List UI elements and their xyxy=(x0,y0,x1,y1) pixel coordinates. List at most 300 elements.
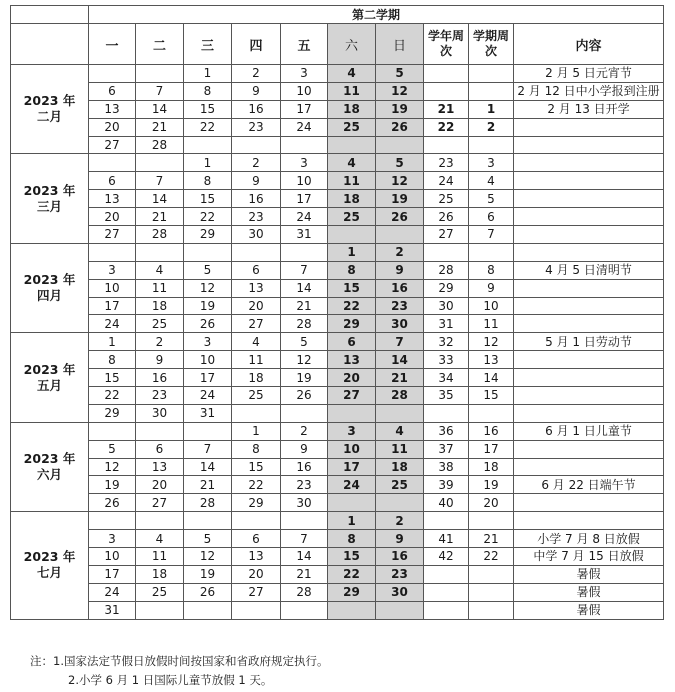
day-cell: 14 xyxy=(281,548,328,566)
day-cell: 5 xyxy=(184,530,232,548)
day-cell: 28 xyxy=(136,226,184,244)
day-cell: 15 xyxy=(89,369,136,387)
term-week-cell: 12 xyxy=(469,333,514,351)
day-cell: 9 xyxy=(232,172,281,190)
week-row xyxy=(11,530,664,548)
term-week-cell: 19 xyxy=(469,476,514,494)
year-week-cell: 27 xyxy=(424,226,469,244)
day-cell: 6 xyxy=(136,440,184,458)
day-cell: 21 xyxy=(281,297,328,315)
day-cell xyxy=(184,512,232,530)
weekend-day-cell xyxy=(376,494,424,512)
content-note-cell: 暑假 xyxy=(514,601,664,619)
weekend-day-cell: 21 xyxy=(376,369,424,387)
day-cell: 25 xyxy=(136,315,184,333)
week-row xyxy=(11,458,664,476)
term-week-cell xyxy=(469,601,514,619)
day-cell: 18 xyxy=(232,369,281,387)
weekend-day-cell: 10 xyxy=(328,440,376,458)
year-week-cell: 39 xyxy=(424,476,469,494)
day-cell: 21 xyxy=(136,208,184,226)
content-note-cell: 小学 7 月 8 日放假 xyxy=(514,530,664,548)
day-cell: 14 xyxy=(281,279,328,297)
day-cell xyxy=(281,601,328,619)
weekend-day-cell: 2 xyxy=(376,512,424,530)
day-cell xyxy=(232,601,281,619)
week-row xyxy=(11,565,664,583)
weekend-day-cell: 25 xyxy=(328,208,376,226)
week-row xyxy=(11,82,664,100)
term-week-cell: 21 xyxy=(469,530,514,548)
calendar-container xyxy=(10,5,664,620)
day-cell: 20 xyxy=(232,565,281,583)
year-week-cell: 24 xyxy=(424,172,469,190)
day-cell xyxy=(136,65,184,83)
weekend-day-cell: 18 xyxy=(328,190,376,208)
footnote-2: 2.小学 6 月 1 日国际儿童节放假 1 天。 xyxy=(68,673,273,687)
week-row xyxy=(11,601,664,619)
week-row xyxy=(11,548,664,566)
footnote-1: 注：1.国家法定节假日放假时间按国家和省政府规定执行。 xyxy=(30,654,329,668)
year-week-cell xyxy=(424,512,469,530)
day-cell xyxy=(184,243,232,261)
day-cell: 16 xyxy=(136,369,184,387)
month-name: 三月 xyxy=(36,198,62,214)
day-cell: 3 xyxy=(184,333,232,351)
week-row xyxy=(11,583,664,601)
content-note-cell: 中学 7 月 15 日放假 xyxy=(514,548,664,566)
day-header-sat: 六 xyxy=(328,24,376,65)
day-cell: 12 xyxy=(184,279,232,297)
day-cell: 8 xyxy=(184,172,232,190)
weekend-day-cell xyxy=(328,601,376,619)
year-week-cell xyxy=(424,243,469,261)
day-cell: 24 xyxy=(281,118,328,136)
month-name: 七月 xyxy=(36,565,62,581)
content-note-cell: 暑假 xyxy=(514,565,664,583)
day-cell: 13 xyxy=(89,190,136,208)
day-cell xyxy=(184,136,232,154)
term-week-header: 学期周次 xyxy=(469,24,514,65)
term-week-cell: 15 xyxy=(469,387,514,405)
weekend-day-cell: 25 xyxy=(328,118,376,136)
weekend-day-cell: 11 xyxy=(376,440,424,458)
day-cell: 11 xyxy=(136,548,184,566)
day-cell: 5 xyxy=(184,261,232,279)
day-cell: 21 xyxy=(281,565,328,583)
day-cell xyxy=(184,601,232,619)
content-note-cell xyxy=(514,297,664,315)
content-note-cell xyxy=(514,440,664,458)
day-cell: 6 xyxy=(89,82,136,100)
weekend-day-cell: 24 xyxy=(328,476,376,494)
weekend-day-cell xyxy=(376,226,424,244)
day-cell: 15 xyxy=(184,100,232,118)
day-cell: 7 xyxy=(184,440,232,458)
weekend-day-cell: 26 xyxy=(376,118,424,136)
day-cell: 26 xyxy=(281,387,328,405)
year-week-cell: 40 xyxy=(424,494,469,512)
weekend-day-cell: 19 xyxy=(376,100,424,118)
day-cell xyxy=(136,243,184,261)
week-row xyxy=(11,512,664,530)
weekend-day-cell: 5 xyxy=(376,154,424,172)
year-week-cell: 23 xyxy=(424,154,469,172)
day-cell: 20 xyxy=(89,118,136,136)
day-cell: 10 xyxy=(89,548,136,566)
day-cell xyxy=(184,422,232,440)
week-row xyxy=(11,494,664,512)
day-cell: 23 xyxy=(281,476,328,494)
month-year: 2023 年 xyxy=(23,272,76,288)
day-cell: 13 xyxy=(232,548,281,566)
day-cell xyxy=(281,136,328,154)
day-header-tue: 二 xyxy=(136,24,184,65)
day-cell: 24 xyxy=(89,583,136,601)
term-week-cell xyxy=(469,565,514,583)
content-note-cell: 2 月 12 日中小学报到注册 xyxy=(514,82,664,100)
day-cell: 31 xyxy=(89,601,136,619)
day-cell: 1 xyxy=(89,333,136,351)
year-week-cell: 25 xyxy=(424,190,469,208)
day-cell: 19 xyxy=(281,369,328,387)
weekend-day-cell: 30 xyxy=(376,583,424,601)
day-cell xyxy=(89,422,136,440)
day-cell: 3 xyxy=(281,65,328,83)
semester-title: 第二学期 xyxy=(89,6,664,24)
day-cell: 31 xyxy=(184,404,232,422)
week-row xyxy=(11,100,664,118)
day-cell: 14 xyxy=(136,190,184,208)
day-cell: 27 xyxy=(136,494,184,512)
content-note-cell xyxy=(514,172,664,190)
day-cell: 29 xyxy=(89,404,136,422)
day-cell: 15 xyxy=(232,458,281,476)
day-cell xyxy=(89,154,136,172)
day-cell: 25 xyxy=(232,387,281,405)
weekend-day-cell: 16 xyxy=(376,279,424,297)
day-cell xyxy=(232,512,281,530)
calendar-body xyxy=(11,65,664,620)
term-week-cell: 18 xyxy=(469,458,514,476)
day-cell xyxy=(136,601,184,619)
day-cell: 30 xyxy=(232,226,281,244)
day-header-wed: 三 xyxy=(184,24,232,65)
day-cell: 17 xyxy=(281,100,328,118)
week-row xyxy=(11,279,664,297)
year-week-header: 学年周次 xyxy=(424,24,469,65)
weekend-day-cell xyxy=(328,226,376,244)
day-cell: 5 xyxy=(89,440,136,458)
year-week-cell xyxy=(424,65,469,83)
weekend-day-cell: 22 xyxy=(328,297,376,315)
weekend-day-cell: 8 xyxy=(328,530,376,548)
day-cell: 4 xyxy=(232,333,281,351)
week-row xyxy=(11,422,664,440)
weekend-day-cell: 8 xyxy=(328,261,376,279)
day-cell: 13 xyxy=(89,100,136,118)
weekend-day-cell: 4 xyxy=(328,154,376,172)
term-week-cell: 8 xyxy=(469,261,514,279)
term-week-cell: 9 xyxy=(469,279,514,297)
day-cell: 22 xyxy=(232,476,281,494)
day-cell: 27 xyxy=(232,583,281,601)
month-name: 六月 xyxy=(36,467,62,483)
content-note-cell: 2 月 13 日开学 xyxy=(514,100,664,118)
month-year: 2023 年 xyxy=(23,182,76,198)
day-cell: 13 xyxy=(136,458,184,476)
term-week-cell: 20 xyxy=(469,494,514,512)
day-cell: 9 xyxy=(281,440,328,458)
weekend-day-cell: 18 xyxy=(376,458,424,476)
day-cell: 24 xyxy=(281,208,328,226)
day-cell: 10 xyxy=(184,351,232,369)
weekend-day-cell: 4 xyxy=(328,65,376,83)
content-note-cell xyxy=(514,154,664,172)
day-cell: 10 xyxy=(281,82,328,100)
week-row xyxy=(11,387,664,405)
content-note-cell xyxy=(514,458,664,476)
day-cell: 27 xyxy=(89,136,136,154)
day-cell: 23 xyxy=(136,387,184,405)
content-note-cell xyxy=(514,387,664,405)
day-cell xyxy=(136,154,184,172)
day-cell xyxy=(136,512,184,530)
day-cell: 12 xyxy=(184,548,232,566)
weekend-day-cell: 18 xyxy=(328,100,376,118)
day-header-thu: 四 xyxy=(232,24,281,65)
term-week-cell xyxy=(469,65,514,83)
weekend-day-cell: 23 xyxy=(376,565,424,583)
day-cell: 8 xyxy=(184,82,232,100)
day-cell: 4 xyxy=(136,261,184,279)
week-row xyxy=(11,404,664,422)
day-cell xyxy=(89,512,136,530)
week-row xyxy=(11,351,664,369)
day-cell: 11 xyxy=(232,351,281,369)
content-header: 内容 xyxy=(514,24,664,65)
day-cell: 26 xyxy=(184,583,232,601)
weekend-day-cell: 22 xyxy=(328,565,376,583)
month-year: 2023 年 xyxy=(23,361,76,377)
week-row xyxy=(11,65,664,83)
day-cell: 22 xyxy=(89,387,136,405)
day-cell: 6 xyxy=(232,530,281,548)
day-cell: 9 xyxy=(136,351,184,369)
year-week-cell: 28 xyxy=(424,261,469,279)
weekend-day-cell: 12 xyxy=(376,82,424,100)
day-cell xyxy=(281,243,328,261)
content-note-cell: 2 月 5 日元宵节 xyxy=(514,65,664,83)
week-row xyxy=(11,476,664,494)
day-cell: 16 xyxy=(232,100,281,118)
term-week-cell xyxy=(469,512,514,530)
term-week-cell: 22 xyxy=(469,548,514,566)
term-week-cell xyxy=(469,136,514,154)
content-note-cell xyxy=(514,369,664,387)
term-week-cell: 13 xyxy=(469,351,514,369)
day-cell: 31 xyxy=(281,226,328,244)
day-cell: 17 xyxy=(184,369,232,387)
day-cell: 2 xyxy=(232,65,281,83)
day-cell: 16 xyxy=(281,458,328,476)
day-cell: 27 xyxy=(232,315,281,333)
corner-cell-2 xyxy=(11,24,89,65)
week-row xyxy=(11,315,664,333)
day-cell xyxy=(136,422,184,440)
day-cell: 26 xyxy=(184,315,232,333)
month-label xyxy=(11,154,89,243)
footnotes xyxy=(30,652,328,690)
day-cell: 3 xyxy=(89,530,136,548)
year-week-cell: 31 xyxy=(424,315,469,333)
day-cell: 19 xyxy=(89,476,136,494)
day-cell: 16 xyxy=(232,190,281,208)
day-cell: 17 xyxy=(89,297,136,315)
week-row xyxy=(11,243,664,261)
day-cell: 28 xyxy=(136,136,184,154)
term-week-cell: 7 xyxy=(469,226,514,244)
week-row xyxy=(11,172,664,190)
day-header-sun: 日 xyxy=(376,24,424,65)
day-cell xyxy=(232,404,281,422)
weekend-day-cell: 29 xyxy=(328,583,376,601)
term-week-cell xyxy=(469,243,514,261)
day-cell xyxy=(89,243,136,261)
weekend-day-cell: 12 xyxy=(376,172,424,190)
day-cell: 17 xyxy=(89,565,136,583)
content-note-cell xyxy=(514,512,664,530)
day-cell: 7 xyxy=(136,82,184,100)
day-cell: 30 xyxy=(136,404,184,422)
month-year: 2023 年 xyxy=(23,451,76,467)
week-row xyxy=(11,261,664,279)
term-week-cell: 14 xyxy=(469,369,514,387)
day-cell: 3 xyxy=(281,154,328,172)
week-row xyxy=(11,118,664,136)
day-cell xyxy=(89,65,136,83)
year-week-cell xyxy=(424,601,469,619)
week-row xyxy=(11,226,664,244)
day-cell: 9 xyxy=(232,82,281,100)
year-week-cell xyxy=(424,136,469,154)
day-cell: 7 xyxy=(281,261,328,279)
day-cell: 19 xyxy=(184,565,232,583)
month-label xyxy=(11,65,89,154)
day-cell: 22 xyxy=(184,118,232,136)
weekend-day-cell: 16 xyxy=(376,548,424,566)
year-week-cell: 41 xyxy=(424,530,469,548)
term-week-cell: 6 xyxy=(469,208,514,226)
day-cell xyxy=(232,243,281,261)
year-week-cell: 26 xyxy=(424,208,469,226)
year-week-cell: 30 xyxy=(424,297,469,315)
day-cell: 11 xyxy=(136,279,184,297)
day-cell: 12 xyxy=(89,458,136,476)
content-note-cell: 暑假 xyxy=(514,583,664,601)
day-cell: 1 xyxy=(184,154,232,172)
month-name: 四月 xyxy=(36,288,62,304)
day-cell: 21 xyxy=(136,118,184,136)
day-cell: 10 xyxy=(89,279,136,297)
day-cell xyxy=(232,136,281,154)
weekend-day-cell: 20 xyxy=(328,369,376,387)
content-note-cell xyxy=(514,190,664,208)
week-row xyxy=(11,154,664,172)
week-row xyxy=(11,297,664,315)
day-cell: 18 xyxy=(136,565,184,583)
weekend-day-cell: 27 xyxy=(328,387,376,405)
year-week-cell xyxy=(424,565,469,583)
year-week-cell: 36 xyxy=(424,422,469,440)
day-cell: 24 xyxy=(184,387,232,405)
content-note-cell xyxy=(514,351,664,369)
day-cell: 20 xyxy=(232,297,281,315)
weekend-day-cell: 26 xyxy=(376,208,424,226)
year-week-cell: 34 xyxy=(424,369,469,387)
weekend-day-cell xyxy=(328,404,376,422)
weekend-day-cell: 15 xyxy=(328,279,376,297)
weekend-day-cell xyxy=(328,136,376,154)
weekend-day-cell xyxy=(376,601,424,619)
content-note-cell xyxy=(514,315,664,333)
day-cell: 7 xyxy=(136,172,184,190)
term-week-cell: 2 xyxy=(469,118,514,136)
day-cell xyxy=(281,512,328,530)
weekend-day-cell: 1 xyxy=(328,512,376,530)
term-week-cell: 17 xyxy=(469,440,514,458)
content-note-cell xyxy=(514,208,664,226)
weekend-day-cell: 9 xyxy=(376,261,424,279)
day-cell: 17 xyxy=(281,190,328,208)
day-cell: 20 xyxy=(89,208,136,226)
year-week-cell: 22 xyxy=(424,118,469,136)
corner-cell xyxy=(11,6,89,24)
day-cell: 10 xyxy=(281,172,328,190)
day-cell: 2 xyxy=(281,422,328,440)
day-cell: 23 xyxy=(232,208,281,226)
weekend-day-cell: 5 xyxy=(376,65,424,83)
day-header-fri: 五 xyxy=(281,24,328,65)
weekend-day-cell: 4 xyxy=(376,422,424,440)
day-cell: 1 xyxy=(232,422,281,440)
day-cell: 28 xyxy=(184,494,232,512)
day-cell: 12 xyxy=(281,351,328,369)
weekend-day-cell: 7 xyxy=(376,333,424,351)
day-cell xyxy=(281,404,328,422)
weekend-day-cell: 23 xyxy=(376,297,424,315)
weekend-day-cell: 11 xyxy=(328,82,376,100)
year-week-cell xyxy=(424,404,469,422)
weekend-day-cell: 29 xyxy=(328,315,376,333)
content-note-cell: 5 月 1 日劳动节 xyxy=(514,333,664,351)
term-week-cell xyxy=(469,82,514,100)
content-note-cell xyxy=(514,404,664,422)
weekend-day-cell xyxy=(376,404,424,422)
day-cell: 19 xyxy=(184,297,232,315)
weekend-day-cell xyxy=(328,494,376,512)
weekend-day-cell: 19 xyxy=(376,190,424,208)
week-row xyxy=(11,369,664,387)
day-cell: 29 xyxy=(232,494,281,512)
day-cell: 5 xyxy=(281,333,328,351)
weekend-day-cell: 1 xyxy=(328,243,376,261)
day-cell: 20 xyxy=(136,476,184,494)
day-cell: 24 xyxy=(89,315,136,333)
day-cell: 1 xyxy=(184,65,232,83)
month-name: 五月 xyxy=(36,377,62,393)
day-cell: 8 xyxy=(232,440,281,458)
